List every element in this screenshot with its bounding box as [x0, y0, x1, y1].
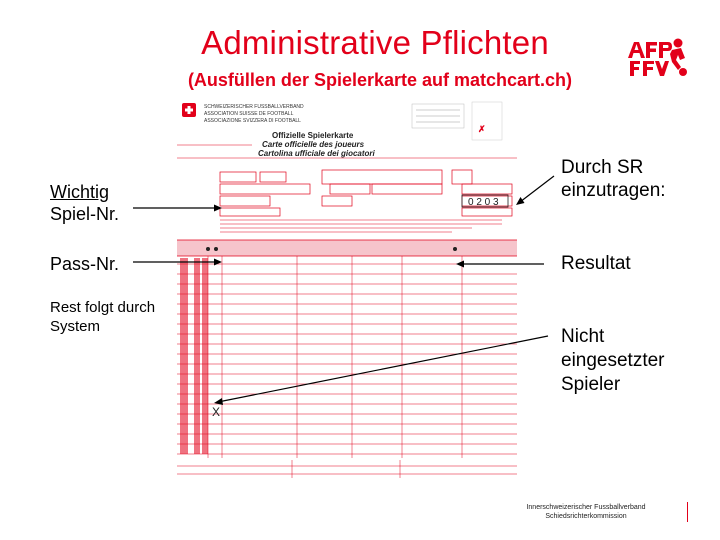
slide-subtitle: (Ausfüllen der Spielerkarte auf matchcart.ch)	[187, 70, 573, 90]
wichtig-label: Wichtig	[50, 182, 110, 202]
result-value: 0 2 0 3	[468, 197, 499, 208]
footer-line-2: Schiedsrichterkommission	[545, 513, 627, 520]
pass-nr-label: Pass-Nr.	[50, 254, 120, 274]
footballer-logo-icon	[626, 34, 688, 78]
footer	[505, 503, 667, 521]
association-line: SCHWEIZERISCHER FUSSBALLVERBAND	[204, 104, 304, 110]
rest-folgt-label: Rest folgt durch System	[50, 299, 156, 335]
slide-title: Administrative Pflichten	[201, 24, 549, 61]
card-title: Offizielle Spielerkarte	[272, 131, 354, 140]
footer-divider	[687, 502, 688, 522]
footer-line-1: Innerschweizerischer Fussballverband	[526, 504, 646, 511]
association-line: ASSOCIAZIONE SVIZZERA DI FOOTBALL	[204, 118, 301, 124]
card-title: Cartolina ufficiale dei giocatori	[258, 149, 375, 158]
strike-mark: X	[212, 405, 221, 419]
svg-text:✗: ✗	[478, 124, 486, 134]
association-line: ASSOCIATION SUISSE DE FOOTBALL	[204, 111, 294, 117]
player-card-form	[172, 98, 522, 478]
resultat-label: Resultat	[561, 253, 631, 274]
spiel-nr-label: Spiel-Nr.	[50, 204, 120, 224]
durch-sr-arrow	[520, 176, 554, 202]
durch-sr-label: Durch SR einzutragen:	[561, 157, 666, 201]
nicht-eingesetzter-label: Nicht eingesetzter Spieler	[561, 326, 665, 395]
card-title: Carte officielle des joueurs	[262, 140, 365, 149]
